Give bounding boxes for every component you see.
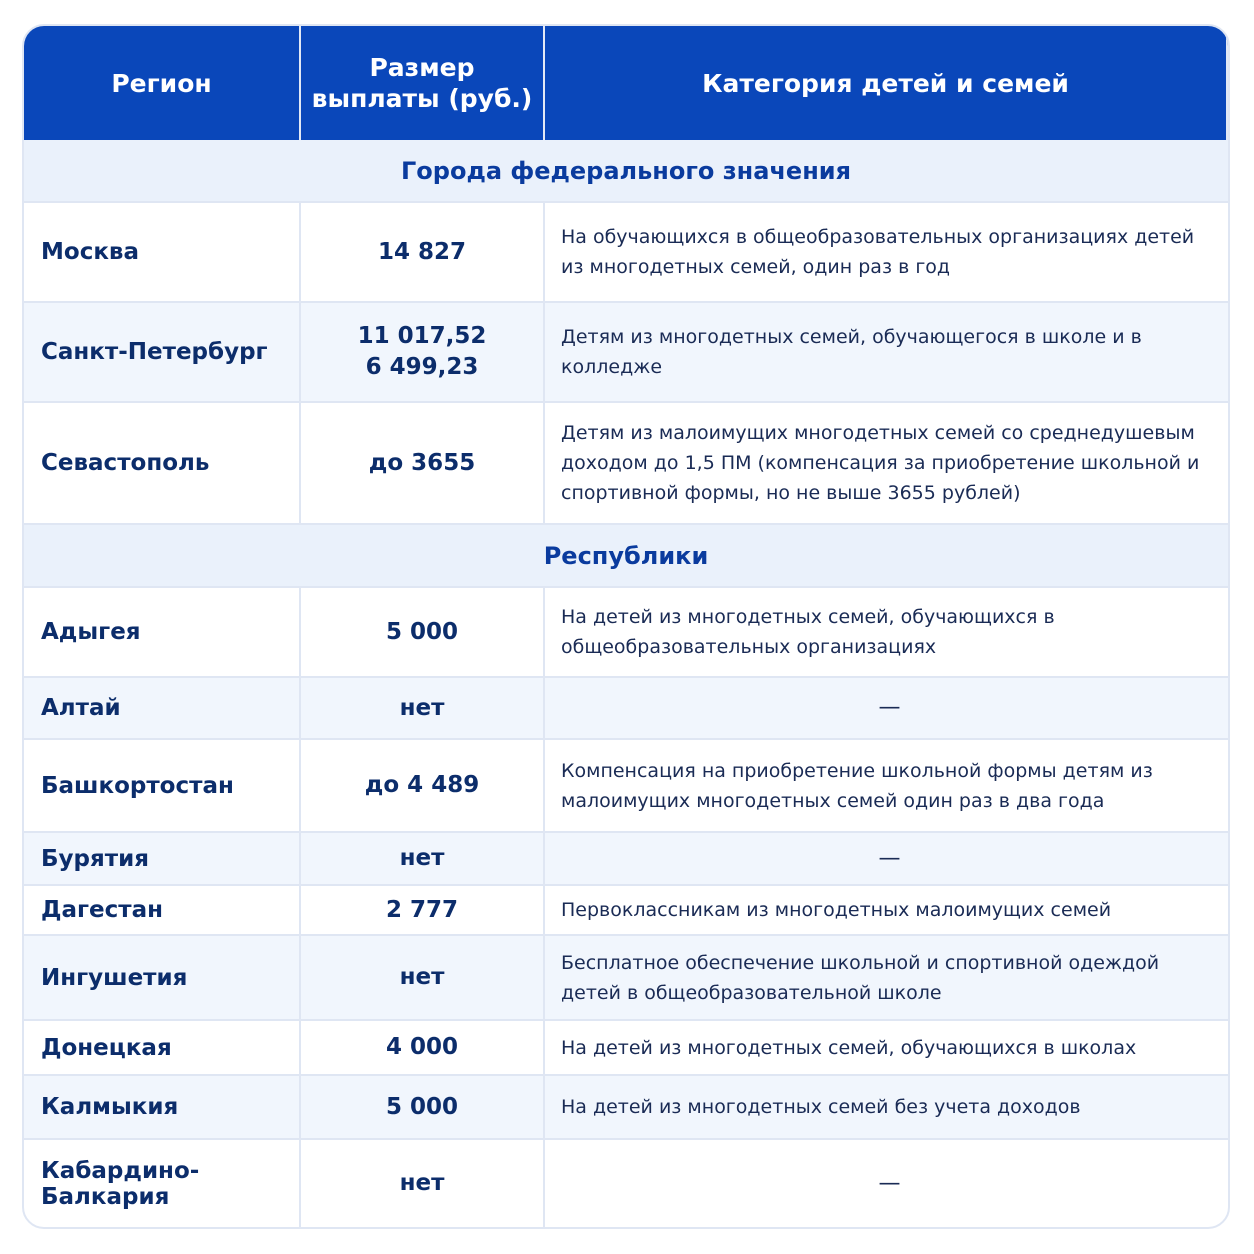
- table-row-category: —: [545, 833, 1228, 886]
- table-row-region: Москва: [24, 203, 301, 303]
- table-grid: [24, 26, 1228, 1227]
- table-row-amount: [301, 303, 545, 403]
- table-row-region: Кабардино-Балкария: [24, 1140, 301, 1227]
- table-row-region: Севастополь: [24, 403, 301, 525]
- table-row-amount: нет: [301, 833, 545, 886]
- table-row-category: Детям из малоимущих многодетных семей со среднедушевым доходом до 1,5 ПМ (компенсация за приобретение школьной и спортивной формы, но не выше 3655 рублей): [545, 403, 1228, 525]
- table-row-category: Бесплатное обеспечение школьной и спортивной одеждой детей в общеобразовательной школе: [545, 936, 1228, 1021]
- table-row-region: Ингушетия: [24, 936, 301, 1021]
- header-amount-line2: выплаты (руб.): [311, 84, 533, 113]
- table-row-amount: до 3655: [301, 403, 545, 525]
- header-amount-line1: Размер: [369, 53, 475, 82]
- table-row-amount: нет: [301, 936, 545, 1021]
- table-row-amount: 14 827: [301, 203, 545, 303]
- table-row-category: Детям из многодетных семей, обучающегося в школе и в колледже: [545, 303, 1228, 403]
- table-row-region: Санкт-Петербург: [24, 303, 301, 403]
- table-row-amount: 5 000: [301, 588, 545, 678]
- table-row-amount: до 4 489: [301, 740, 545, 833]
- table-row-category: На детей из многодетных семей без учета доходов: [545, 1076, 1228, 1140]
- table-row-amount: нет: [301, 1140, 545, 1227]
- table-row-category: —: [545, 678, 1228, 740]
- table-row-category: На обучающихся в общеобразовательных организациях детей из многодетных семей, один раз в год: [545, 203, 1228, 303]
- header-amount: [301, 26, 545, 140]
- header-category: [545, 26, 1228, 140]
- table-row-region: Адыгея: [24, 588, 301, 678]
- header-category-label: Категория детей и семей: [702, 68, 1069, 98]
- table-row-region: Донецкая: [24, 1021, 301, 1076]
- table-row-amount: нет: [301, 678, 545, 740]
- table-row-amount: 5 000: [301, 1076, 545, 1140]
- table-row-category: Первоклассникам из многодетных малоимущих семей: [545, 886, 1228, 936]
- table-row-region: Дагестан: [24, 886, 301, 936]
- table-row-region: Калмыкия: [24, 1076, 301, 1140]
- table-row-category: —: [878, 1170, 901, 1196]
- header-region: [24, 26, 301, 140]
- section-republics: Республики: [24, 525, 1228, 588]
- header-amount-label: [312, 52, 533, 114]
- table-row-category: Компенсация на приобретение школьной формы детям из малоимущих многодетных семей один раз в два года: [545, 740, 1228, 833]
- amount-line-2: 6 499,23: [365, 354, 479, 380]
- payments-table: [22, 24, 1230, 1229]
- section-federal-cities: Города федерального значения: [24, 140, 1228, 203]
- table-row-amount: 2 777: [301, 886, 545, 936]
- amount-lines: [358, 321, 487, 383]
- table-row-region: Башкортостан: [24, 740, 301, 833]
- table-row-category: На детей из многодетных семей, обучающихся в школах: [545, 1021, 1228, 1076]
- amount-line-1: 11 017,52: [357, 323, 487, 349]
- table-row-category: На детей из многодетных семей, обучающихся в общеобразовательных организациях: [545, 588, 1228, 678]
- table-row-region: Бурятия: [24, 833, 301, 886]
- table-row-region: Алтай: [24, 678, 301, 740]
- table-row-amount: 4 000: [301, 1021, 545, 1076]
- header-region-label: Регион: [111, 68, 212, 98]
